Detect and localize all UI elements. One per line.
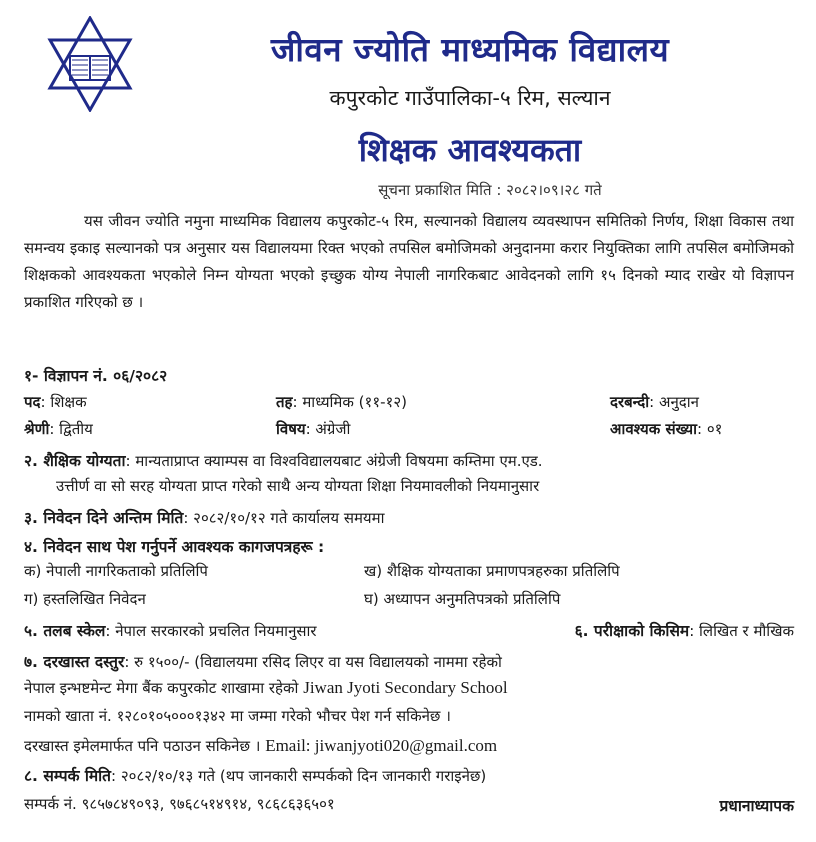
deadline-value: : २०८२/१०/१२ गते कार्यालय समयमा <box>183 509 385 527</box>
fee-line3: नामको खाता नं. १२८०१०५०००१३४२ मा जम्मा गरेको भौचर पेश गर्न सकिनेछ । <box>24 707 451 725</box>
email-text: दरखास्त इमेलमार्फत पनि पठाउन सकिनेछ । <box>24 737 261 755</box>
salary-value: : नेपाल सरकारको प्रचलित नियमानुसार <box>105 622 317 640</box>
contact-date-row <box>24 764 794 786</box>
post-label: पद <box>24 393 41 411</box>
post-value: : शिक्षक <box>40 393 87 411</box>
school-logo-icon <box>46 16 134 112</box>
documents-heading-row <box>24 535 794 557</box>
salary-label: ५. तलब स्केल <box>24 622 106 640</box>
document-item: घ) अध्यापन अनुमतिपत्रको प्रतिलिपि <box>364 590 561 608</box>
subject-label: विषय <box>276 420 306 438</box>
required-count-label: आवश्यक संख्या <box>610 420 697 438</box>
fee-row-3 <box>24 706 794 726</box>
ad-number-row <box>24 364 794 386</box>
qualification-line2: उत्तीर्ण वा सो सरह योग्यता प्राप्त गरेको साथै अन्य योग्यता शिक्षा नियमावलीको नियमानुसार <box>56 477 540 495</box>
deadline-row <box>24 506 794 528</box>
exam-label: ६. परीक्षाको किसिम <box>574 622 690 640</box>
required-count-value: : ०१ <box>697 420 723 438</box>
document-item: ग) हस्तलिखित निवेदन <box>24 590 146 608</box>
deadline-label: ३. निवेदन दिने अन्तिम मिति <box>24 509 184 527</box>
email-row <box>24 736 794 756</box>
fee-line1: : रु १५००/- (विद्यालयमा रसिद लिएर वा यस विद्यालयको नाममा रहेको <box>124 653 502 671</box>
qualification-row <box>24 449 794 471</box>
school-name: जीवन ज्योति माध्यमिक विद्यालय <box>270 30 670 69</box>
page-heading: शिक्षक आवश्यकता <box>358 131 582 169</box>
signature: प्रधानाध्यापक <box>719 797 794 815</box>
contact-date-value: : २०८२/१०/१३ गते (थप जानकारी सम्पर्कको दिन जानकारी गराइनेछ) <box>111 767 487 785</box>
document-item: क) नेपाली नागरिकताको प्रतिलिपि <box>24 562 208 580</box>
qualification-label: २. शैक्षिक योग्यता <box>24 452 126 470</box>
contact-date-label: ८. सम्पर्क मिति <box>24 767 112 785</box>
fee-label: ७. दरखास्त दस्तुर <box>24 653 125 671</box>
fee-row-1 <box>24 650 794 672</box>
document-item: ख) शैक्षिक योग्यताका प्रमाणपत्रहरुका प्रतिलिपि <box>364 562 620 580</box>
qualification-line1: : मान्यताप्राप्त क्याम्पस वा विश्वविद्यालयबाट अंग्रेजी विषयमा कम्तिमा एम.एड. <box>125 452 543 470</box>
fee-row-2 <box>24 678 794 698</box>
grade-value: : द्वितीय <box>49 420 93 438</box>
grade-label: श्रेणी <box>24 420 50 438</box>
level-value: : माध्यमिक (११-१२) <box>292 393 407 411</box>
email-address[interactable]: Email: jiwanjyoti020@gmail.com <box>265 736 498 755</box>
school-address: कपुरकोट गाउँपालिका-५ रिम, सल्यान <box>329 86 611 110</box>
quota-value: : अनुदान <box>649 393 699 411</box>
intro-paragraph: यस जीवन ज्योति नमुना माध्यमिक विद्यालय कपुरकोट-५ रिम, सल्यानको विद्यालय व्यवस्थापन समितिको निर्णय, शिक्षा विकास तथा समन्वय इकाइ सल्यानको पत्र अनुसार यस विद्यालयमा रिक्त भएको तपसिल बमोजिमको अनुदानमा करार नियुक्तिका लागि तपसिल बमोजिमको शिक्षकको आवश्यकता भएकोले निम्न योग्यता भएको इच्छुक योग्य नेपाली नागरिकबाट आवेदनको लागि १५ दिनको म्याद राखेर यो विज्ञापन प्रकाशित गरिएको छ । <box>24 212 794 311</box>
exam-value: : लिखित र मौखिक <box>689 622 794 640</box>
documents-label: ४. निवेदन साथ पेश गर्नुपर्ने आवश्यक कागजपत्रहरू : <box>24 538 325 556</box>
ad-number: १- विज्ञापन नं. ०६/२०८२ <box>24 367 168 385</box>
contact-numbers-row <box>24 794 794 814</box>
notice-date: सूचना प्रकाशित मिति : २०८२।०९।२८ गते <box>378 181 602 199</box>
subject-value: : अंग्रेजी <box>305 420 351 438</box>
contact-numbers: सम्पर्क नं. ९८५७८४९०९३, ९७६८५१४९१४, ९८६८६३६५०१ <box>24 795 335 813</box>
quota-label: दरबन्दी <box>610 393 650 411</box>
fee-line2: नेपाल इन्भष्टमेन्ट मेगा बैंक कपुरकोट शाखामा रहेको <box>24 679 299 697</box>
level-label: तह <box>276 393 293 411</box>
account-name: Jiwan Jyoti Secondary School <box>303 678 508 697</box>
